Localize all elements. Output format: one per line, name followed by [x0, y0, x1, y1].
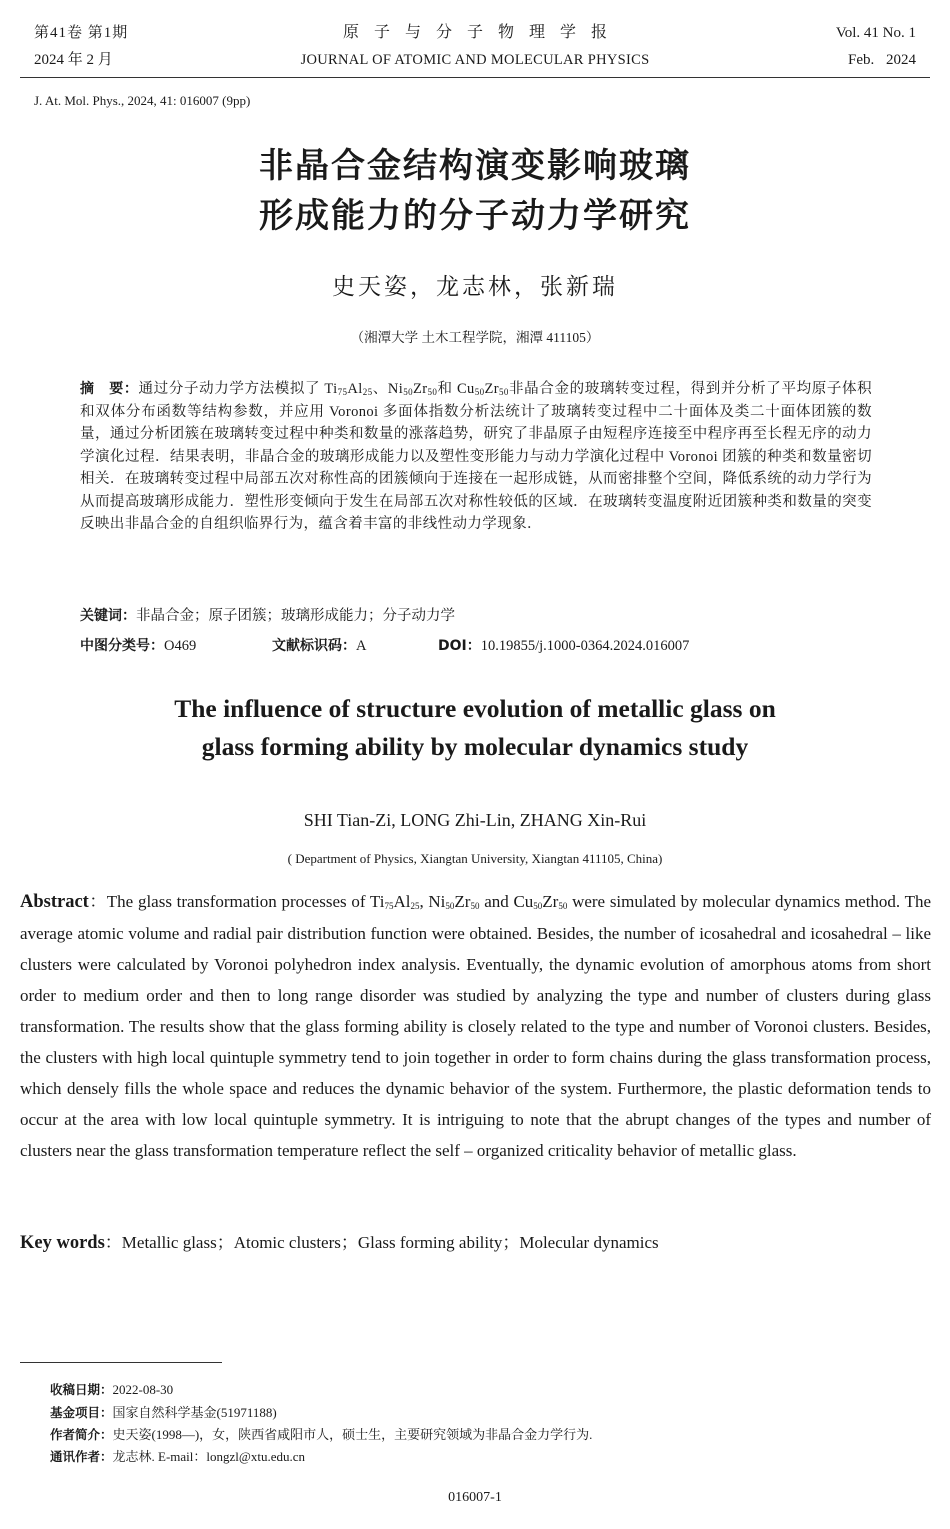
- header-volume-issue-cn: 第41卷 第1期: [34, 25, 129, 41]
- header-journal-title-cn: 原子与分子物理学报: [342, 24, 622, 41]
- abstract-cn: 摘 要：通过分子动力学方法模拟了 $Ti_{75}Al_{25}$、$Ni_{50}Zr_{50}$和 $Cu_{50}Zr_{50}$非晶合金的玻璃转变过程，得到并分析了平均原子体积和双体分布函数等结构参数，并应用 Voronoi 多面体指数分析法统计了玻璃转变过程中二十面体及类二十面体团簇的数量，通过分析团簇在玻璃转变过程中种类和数量的涨落趋势，研究了非晶原子由短程序连接至中程序再至长程无序的动力学演化过程．结果表明，非晶合金的玻璃形成能力以及塑性变形能力与动力学演化过程中 Voronoi 团簇的种类和数量密切相关．在玻璃转变过程中局部五次对称性高的团簇倾向于连接在一起形成链，从而密排整个空间，降低系统的动力学行为从而提高玻璃形成能力．塑性形变倾向于发生在局部五次对称性较低的区域．在玻璃转变温度附近团簇种类和数量的突变反映出非晶合金的自组织临界行为，蕴含着丰富的非线性动力学现象．: [80, 381, 873, 532]
- keywords-cn: [80, 605, 455, 627]
- header-rule: [20, 77, 930, 78]
- doc-code-value: A: [356, 638, 367, 654]
- keywords-cn-value: 非晶合金；原子团簇；玻璃形成能力；分子动力学: [136, 608, 455, 624]
- doi-value[interactable]: 10.19855/j.1000-0364.2024.016007: [480, 638, 690, 654]
- title-cn-line2: 形成能力的分子动力学研究: [259, 196, 691, 236]
- footnote-author: 作者简介：史天姿(1998—)，女，陕西省咸阳市人，硕士生，主要研究领域为非晶合金力学行为.: [50, 1427, 593, 1442]
- doi-label: DOI：: [438, 638, 481, 654]
- abstract-cn-label: 摘 要：: [80, 381, 139, 397]
- footnote-corresponding: 通讯作者：龙志林. E-mail：longzl@xtu.edu.cn: [50, 1449, 306, 1464]
- doc-code-label: 文献标识码：: [272, 638, 356, 654]
- header-volume-issue-en: Vol. 41 No. 1: [835, 25, 916, 41]
- keywords-cn-label: 关键词：: [80, 608, 136, 624]
- keywords-en-label: Key words: [20, 1233, 105, 1253]
- footnote-fund: 基金项目：国家自然科学基金(51971188): [50, 1405, 277, 1420]
- title-cn-line1: 非晶合金结构演变影响玻璃: [259, 146, 691, 186]
- header-date-en: Feb. 2024: [848, 52, 916, 68]
- authors-en: SHI Tian-Zi, LONG Zhi-Lin, ZHANG Xin-Rui: [303, 810, 647, 830]
- footnote-received: 收稿日期：2022-08-30: [50, 1382, 174, 1397]
- header-date-cn: 2024 年 2 月: [34, 52, 113, 68]
- affiliation-cn: （湘潭大学 土木工程学院，湘潭 411105）: [350, 330, 600, 345]
- header-journal-title-en: JOURNAL OF ATOMIC AND MOLECULAR PHYSICS: [300, 52, 650, 68]
- title-en-line2: glass forming ability by molecular dynamics study: [201, 732, 749, 761]
- keywords-en: Key words：Metallic glass；Atomic clusters；Glass forming ability；Molecular dynamics: [20, 1233, 659, 1253]
- affiliation-en: ( Department of Physics, Xiangtan University, Xiangtan 411105, China): [287, 851, 663, 866]
- authors-cn: 史天姿，龙志林，张新瑞: [332, 274, 618, 299]
- abstract-en: Abstract：The glass transformation processes of $Ti_{75}Al_{25}$, $Ni_{50}Zr_{50}$ and $Cu_{50}Zr_{50}$ were simulated by molecular dynamics method. The average atomic volume and radial pair distribution function were obtained. Besides, the number of icosahedral and icosahedral – like clusters were calculated by Voronoi polyhedron index analysis. Eventually, the dynamic evolution of amorphous atoms from short order to medium order and then to long range disorder was studied by analyzing the type and number of clusters during glass transformation. The results show that the glass forming ability is closely related to the type and number of Voronoi clusters. Besides, the clusters with high local quintuple symmetry tend to join together in order to form chains during the glass transformation process, which densely fills the whole space and reduces the dynamic behavior of the system. Furthermore, the plastic deformation tends to occur at the area with low local quintuple symmetry. It is intriguing to note that the abrupt changes of the types and number of clusters near the glass transformation temperature reflect the self – organized criticality behavior of metallic glass.: [20, 892, 932, 1160]
- page-number: 016007-1: [448, 1490, 502, 1505]
- clc-value: O469: [164, 638, 197, 654]
- abstract-en-label: Abstract: [20, 892, 89, 912]
- citation-line: J. At. Mol. Phys., 2024, 41: 016007 (9pp): [34, 93, 251, 108]
- keywords-en-value: Metallic glass；Atomic clusters；Glass forming ability；Molecular dynamics: [121, 1233, 659, 1252]
- title-en-line1: The influence of structure evolution of metallic glass on: [174, 694, 776, 723]
- clc-label: 中图分类号：: [80, 638, 164, 654]
- footnote-rule: [20, 1362, 222, 1363]
